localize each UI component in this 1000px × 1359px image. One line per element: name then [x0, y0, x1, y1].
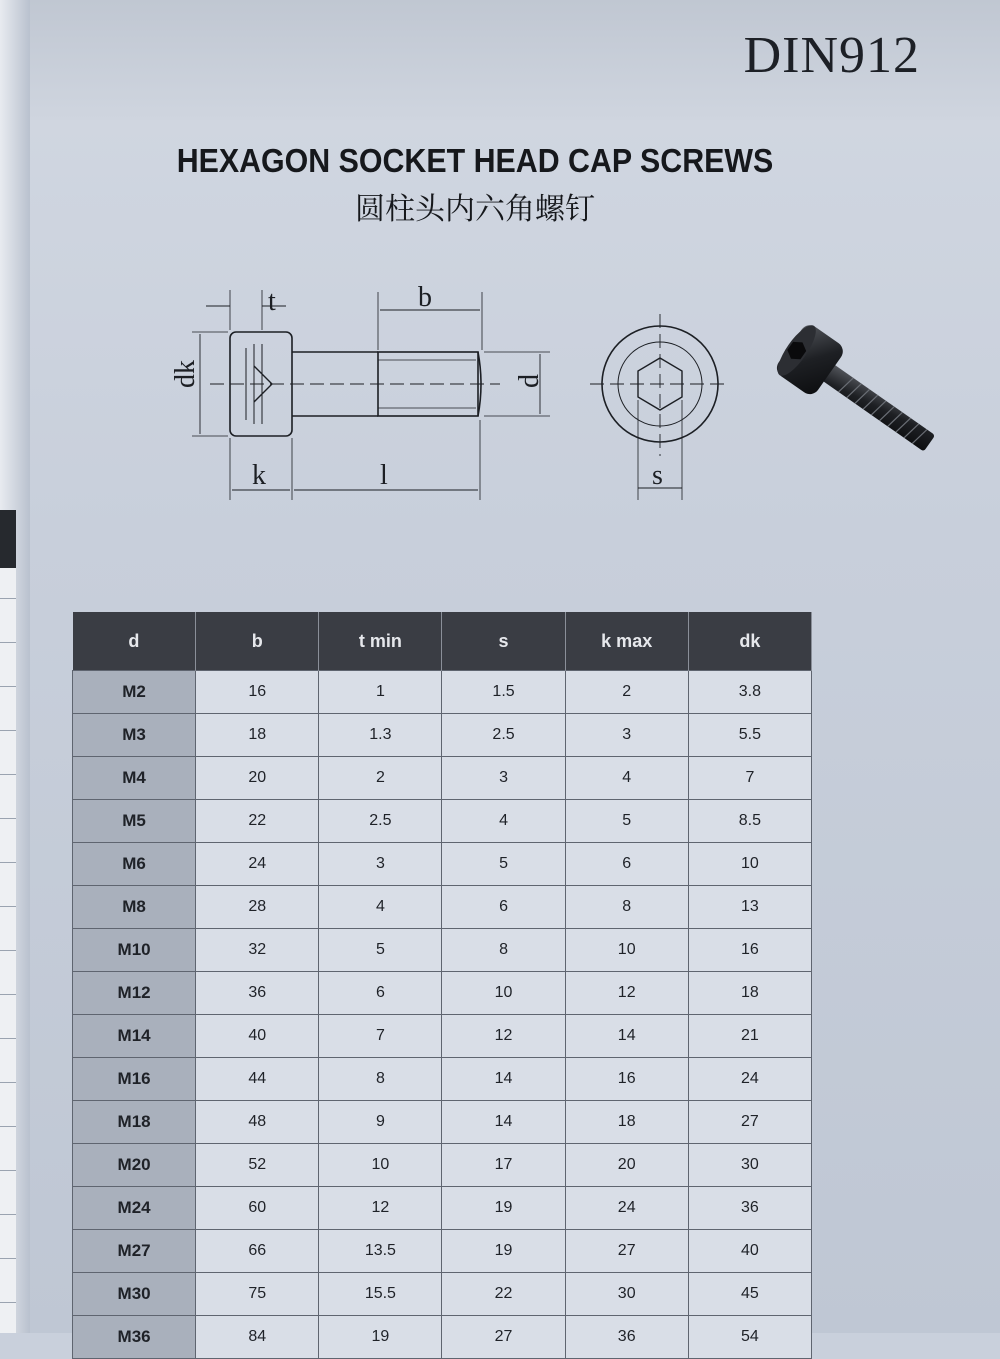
- table-cell: 20: [196, 757, 319, 800]
- table-cell: 40: [196, 1015, 319, 1058]
- table-cell: 14: [442, 1101, 565, 1144]
- table-cell: 3.8: [688, 671, 811, 714]
- cell-size: M8: [73, 886, 196, 929]
- table-cell: 10: [319, 1144, 442, 1187]
- table-cell: 13: [688, 886, 811, 929]
- cell-size: M14: [73, 1015, 196, 1058]
- screw-photo: [770, 330, 940, 480]
- label-b: b: [418, 282, 432, 313]
- table-cell: 5.5: [688, 714, 811, 757]
- header-k-max: k max: [565, 612, 688, 671]
- dimensions-table-container: [72, 612, 812, 1359]
- table-cell: 16: [688, 929, 811, 972]
- table-cell: 2.5: [319, 800, 442, 843]
- table-cell: 24: [196, 843, 319, 886]
- table-cell: 18: [565, 1101, 688, 1144]
- table-cell: 10: [565, 929, 688, 972]
- table-cell: 10: [442, 972, 565, 1015]
- table-row: [73, 671, 812, 714]
- cell-size: M12: [73, 972, 196, 1015]
- table-cell: 1: [319, 671, 442, 714]
- title-chinese: 圆柱头内六角螺钉: [355, 193, 595, 226]
- table-cell: 54: [688, 1316, 811, 1359]
- table-cell: 19: [442, 1187, 565, 1230]
- cell-size: M36: [73, 1316, 196, 1359]
- cell-size: M16: [73, 1058, 196, 1101]
- table-cell: 44: [196, 1058, 319, 1101]
- label-t: t: [268, 286, 276, 317]
- table-row: [73, 1273, 812, 1316]
- table-cell: 18: [688, 972, 811, 1015]
- table-cell: 27: [442, 1316, 565, 1359]
- cell-size: M27: [73, 1230, 196, 1273]
- table-cell: 84: [196, 1316, 319, 1359]
- label-s: s: [652, 460, 663, 491]
- table-cell: 16: [565, 1058, 688, 1101]
- table-cell: 6: [442, 886, 565, 929]
- table-cell: 36: [196, 972, 319, 1015]
- table-cell: 13.5: [319, 1230, 442, 1273]
- table-cell: 30: [565, 1273, 688, 1316]
- header-t-min: t min: [319, 612, 442, 671]
- table-cell: 14: [442, 1058, 565, 1101]
- table-cell: 7: [319, 1015, 442, 1058]
- cell-size: M4: [73, 757, 196, 800]
- header-d: d: [73, 612, 196, 671]
- table-row: [73, 1101, 812, 1144]
- label-k: k: [252, 460, 266, 491]
- table-cell: 22: [442, 1273, 565, 1316]
- cell-size: M5: [73, 800, 196, 843]
- header-b: b: [196, 612, 319, 671]
- table-row: [73, 1058, 812, 1101]
- table-body: [73, 671, 812, 1359]
- cell-size: M10: [73, 929, 196, 972]
- table-cell: 12: [442, 1015, 565, 1058]
- table-cell: 8: [442, 929, 565, 972]
- table-cell: 4: [565, 757, 688, 800]
- header-s: s: [442, 612, 565, 671]
- label-d: d: [514, 374, 545, 388]
- table-row: [73, 929, 812, 972]
- table-cell: 4: [442, 800, 565, 843]
- table-header-row: [73, 612, 812, 671]
- table-cell: 5: [442, 843, 565, 886]
- table-cell: 4: [319, 886, 442, 929]
- table-cell: 8: [565, 886, 688, 929]
- table-row: [73, 843, 812, 886]
- table-cell: 27: [565, 1230, 688, 1273]
- standard-code: DIN912: [743, 27, 920, 84]
- cell-size: M20: [73, 1144, 196, 1187]
- table-cell: 6: [565, 843, 688, 886]
- table-row: [73, 800, 812, 843]
- table-cell: 3: [565, 714, 688, 757]
- table-cell: 60: [196, 1187, 319, 1230]
- table-row: [73, 1015, 812, 1058]
- table-cell: 3: [442, 757, 565, 800]
- table-cell: 9: [319, 1101, 442, 1144]
- table-cell: 30: [688, 1144, 811, 1187]
- table-cell: 21: [688, 1015, 811, 1058]
- table-cell: 2.5: [442, 714, 565, 757]
- cell-size: M3: [73, 714, 196, 757]
- table-cell: 19: [319, 1316, 442, 1359]
- table-row: [73, 714, 812, 757]
- table-cell: 2: [565, 671, 688, 714]
- table-cell: 14: [565, 1015, 688, 1058]
- table-cell: 20: [565, 1144, 688, 1187]
- table-row: [73, 1144, 812, 1187]
- table-cell: 12: [565, 972, 688, 1015]
- table-row: [73, 757, 812, 800]
- table-row: [73, 972, 812, 1015]
- table-cell: 3: [319, 843, 442, 886]
- adjacent-page-strip: [0, 510, 16, 1333]
- table-row: [73, 1230, 812, 1273]
- table-cell: 10: [688, 843, 811, 886]
- adjacent-page-header: [0, 510, 16, 568]
- table-cell: 1.3: [319, 714, 442, 757]
- table-cell: 24: [688, 1058, 811, 1101]
- cell-size: M24: [73, 1187, 196, 1230]
- table-cell: 5: [319, 929, 442, 972]
- cell-size: M2: [73, 671, 196, 714]
- table-cell: 5: [565, 800, 688, 843]
- table-cell: 40: [688, 1230, 811, 1273]
- table-row: [73, 1316, 812, 1359]
- cell-size: M6: [73, 843, 196, 886]
- table-cell: 8: [319, 1058, 442, 1101]
- table-cell: 66: [196, 1230, 319, 1273]
- table-cell: 1.5: [442, 671, 565, 714]
- cell-size: M30: [73, 1273, 196, 1316]
- catalog-page: [30, 0, 1000, 1346]
- table-cell: 12: [319, 1187, 442, 1230]
- table-cell: 22: [196, 800, 319, 843]
- screw-technical-drawing: [130, 270, 730, 520]
- table-cell: 48: [196, 1101, 319, 1144]
- table-cell: 36: [565, 1316, 688, 1359]
- title-english: HEXAGON SOCKET HEAD CAP SCREWS: [176, 142, 774, 179]
- table-cell: 18: [196, 714, 319, 757]
- table-cell: 28: [196, 886, 319, 929]
- table-cell: 7: [688, 757, 811, 800]
- table-cell: 6: [319, 972, 442, 1015]
- table-cell: 15.5: [319, 1273, 442, 1316]
- table-cell: 16: [196, 671, 319, 714]
- table-cell: 8.5: [688, 800, 811, 843]
- dimensions-table: [72, 612, 812, 1359]
- table-cell: 52: [196, 1144, 319, 1187]
- cell-size: M18: [73, 1101, 196, 1144]
- table-cell: 36: [688, 1187, 811, 1230]
- table-cell: 17: [442, 1144, 565, 1187]
- label-dk: dk: [170, 360, 201, 388]
- table-cell: 24: [565, 1187, 688, 1230]
- table-row: [73, 1187, 812, 1230]
- header-dk: dk: [688, 612, 811, 671]
- table-cell: 2: [319, 757, 442, 800]
- label-l: l: [380, 460, 388, 491]
- table-cell: 75: [196, 1273, 319, 1316]
- table-cell: 19: [442, 1230, 565, 1273]
- table-cell: 45: [688, 1273, 811, 1316]
- table-cell: 32: [196, 929, 319, 972]
- table-row: [73, 886, 812, 929]
- table-cell: 27: [688, 1101, 811, 1144]
